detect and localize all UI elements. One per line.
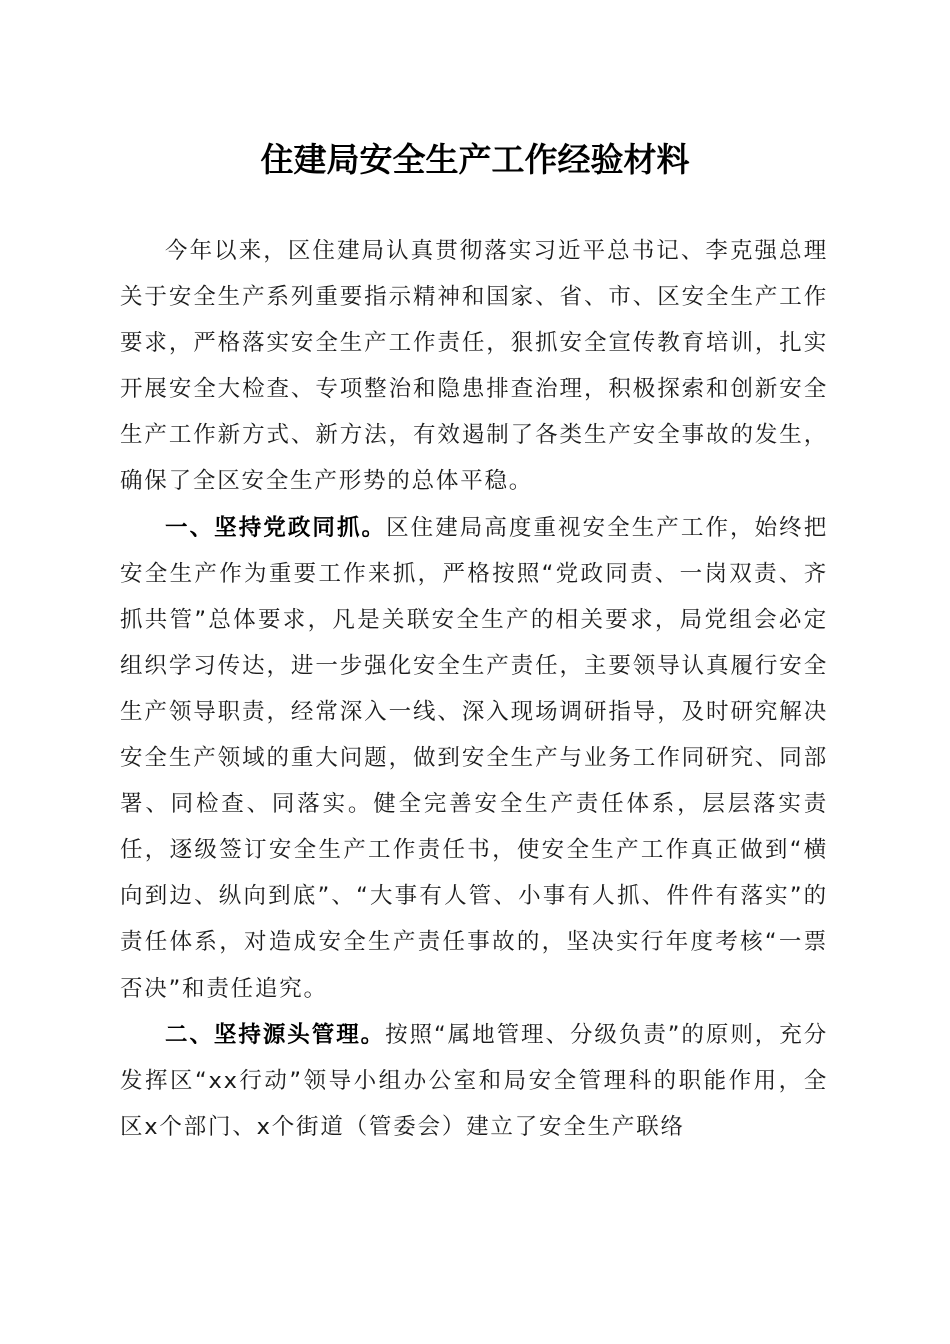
- section-heading-1: 一、坚持党政同抓。: [165, 514, 387, 541]
- intro-paragraph: 今年以来，区住建局认真贯彻落实习近平总书记、李克强总理关于安全生产系列重要指示精神和国家、省、市、区安全生产工作要求，严格落实安全生产工作责任，狠抓安全宣传教育培训，扎实开展安全大检查、专项整治和隐患排查治理，积极探索和创新安全生产工作新方式、新方法，有效遏制了各类生产安全事故的发生，确保了全区安全生产形势的总体平稳。: [120, 238, 828, 495]
- section-text-1: 区住建局高度重视安全生产工作，始终把安全生产作为重要工作来抓，严格按照“党政同责、一岗双责、齐抓共管”总体要求，凡是关联安全生产的相关要求，局党组会必定组织学习传达，进一步强化安全生产责任，主要领导认真履行安全生产领导职责，经常深入一线、深入现场调研指导，及时研究解决安全生产领域的重大问题，做到安全生产与业务工作同研究、同部署、同检查、同落实。健全完善安全生产责任体系，层层落实责任，逐级签订安全生产工作责任书，使安全生产工作真正做到“横向到边、纵向到底”、“大事有人管、小事有人抓、件件有落实”的责任体系，对造成安全生产责任事故的，坚决实行年度考核“一票否决”和责任追究。: [120, 514, 828, 1002]
- document-title: 住建局安全生产工作经验材料: [260, 140, 690, 179]
- document-body: [120, 228, 828, 1150]
- section-paragraph-1: [120, 505, 828, 1012]
- section-text-2: 按照“属地管理、分级负责”的原则，充分发挥区“xx行动”领导小组办公室和局安全管理科的职能作用，全区x个部门、x个街道（管委会）建立了安全生产联络: [120, 1021, 829, 1140]
- section-heading-2: 二、坚持源头管理。: [165, 1021, 386, 1048]
- section-paragraph-2: [120, 1012, 828, 1150]
